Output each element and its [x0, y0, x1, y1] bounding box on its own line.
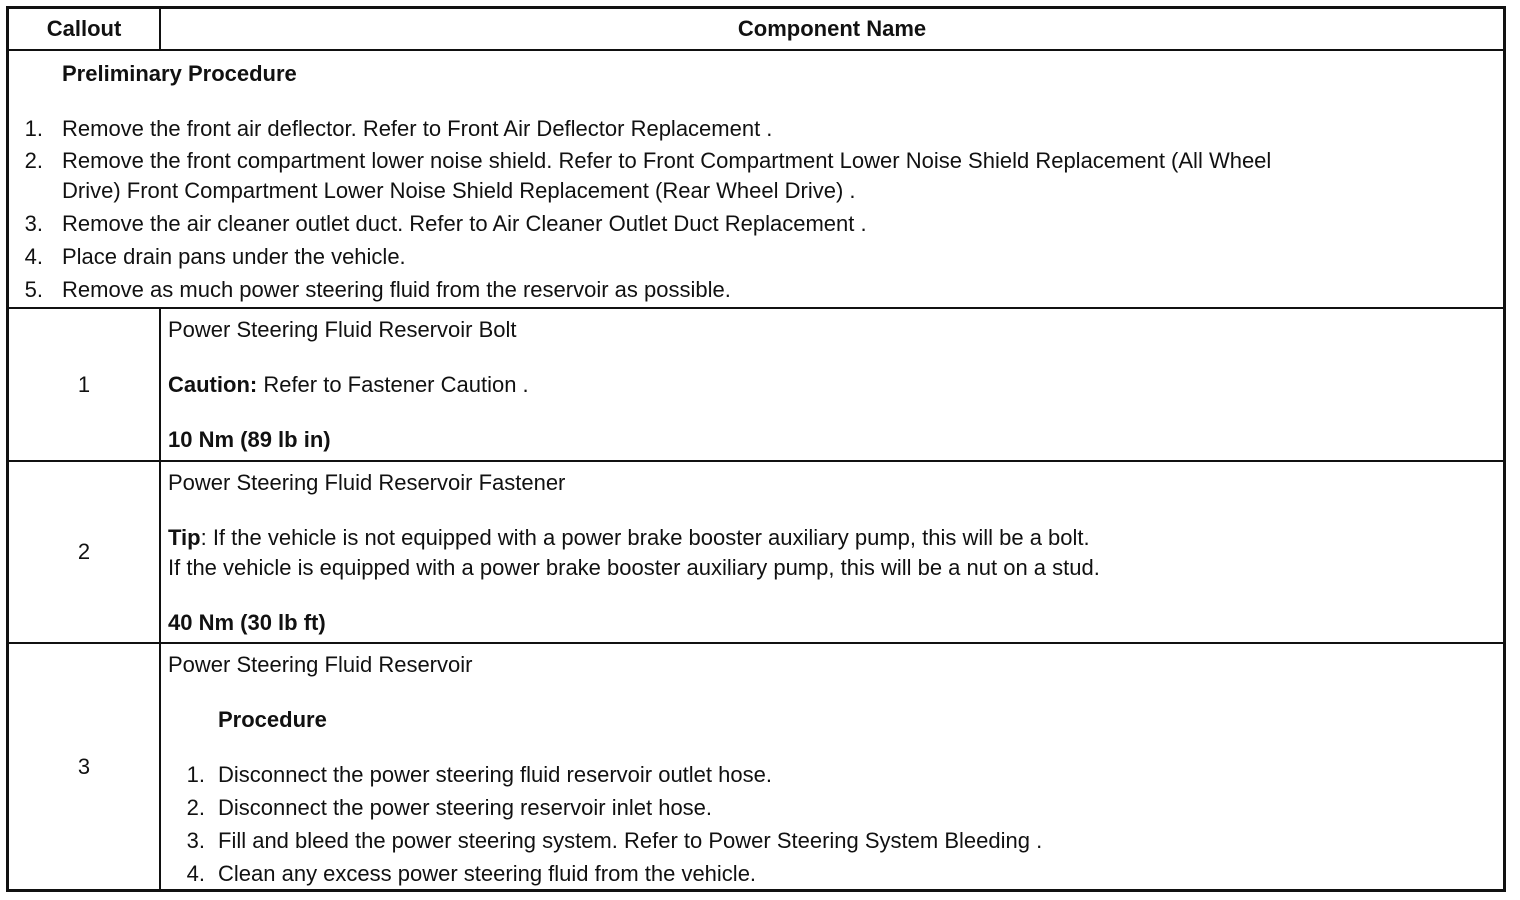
caution-label: Caution: — [168, 372, 258, 397]
procedure-step-number: 1. — [186, 762, 205, 787]
prelim-step-text: Remove as much power steering fluid from the reservoir as possible. — [62, 277, 731, 302]
table-row — [9, 462, 1503, 644]
component-name: Power Steering Fluid Reservoir Fastener — [168, 470, 566, 495]
component-name: Power Steering Fluid Reservoir — [168, 652, 473, 677]
table-header-row — [9, 9, 1503, 51]
prelim-step-text-continued: Drive) Front Compartment Lower Noise Shield Replacement (Rear Wheel Drive) . — [62, 178, 856, 203]
torque-spec: 40 Nm (30 lb ft) — [168, 610, 326, 635]
procedure-step-number: 4. — [186, 861, 205, 886]
prelim-step-text: Place drain pans under the vehicle. — [62, 244, 406, 269]
procedure-step-number: 3. — [186, 828, 205, 853]
callout-number: 1 — [9, 309, 161, 460]
table-row — [9, 644, 1503, 889]
component-name-column-header: Component Name — [737, 16, 927, 41]
procedure-title: Procedure — [218, 707, 327, 732]
component-cell — [161, 462, 1503, 642]
prelim-step-number: 4. — [24, 244, 43, 269]
component-cell — [161, 309, 1503, 460]
prelim-step-number: 2. — [24, 148, 43, 173]
tip-note — [168, 525, 1090, 551]
caution-text: Refer to Fastener Caution . — [257, 372, 529, 397]
callout-number: 2 — [9, 462, 161, 642]
callout-number: 3 — [9, 644, 161, 889]
prelim-step-text: Remove the air cleaner outlet duct. Refer to Air Cleaner Outlet Duct Replacement . — [62, 211, 867, 236]
component-name: Power Steering Fluid Reservoir Bolt — [168, 317, 517, 342]
procedure-step-text: Disconnect the power steering fluid reservoir outlet hose. — [218, 762, 772, 787]
callout-column-header: Callout — [9, 9, 161, 49]
tip-text-continued: If the vehicle is equipped with a power brake booster auxiliary pump, this will be a nut on a stud. — [168, 555, 1100, 580]
tip-label: Tip — [168, 525, 201, 550]
procedure-step-number: 2. — [186, 795, 205, 820]
prelim-step-number: 3. — [24, 211, 43, 236]
procedure-step-text: Disconnect the power steering reservoir inlet hose. — [218, 795, 713, 820]
caution-note — [168, 372, 529, 398]
prelim-step-text: Remove the front compartment lower noise shield. Refer to Front Compartment Lower Noise Shield Replacement (All Wheel — [62, 148, 1272, 173]
prelim-step-number: 1. — [24, 116, 43, 141]
tip-text: : If the vehicle is not equipped with a power brake booster auxiliary pump, this will be a bolt. — [200, 525, 1090, 550]
component-cell — [161, 644, 1503, 889]
table-row — [9, 309, 1503, 462]
prelim-step-text: Remove the front air deflector. Refer to Front Air Deflector Replacement . — [62, 116, 773, 141]
preliminary-procedure-title: Preliminary Procedure — [62, 61, 297, 86]
preliminary-procedure-row — [9, 51, 1503, 309]
torque-spec: 10 Nm (89 lb in) — [168, 427, 331, 452]
component-table — [6, 6, 1506, 892]
procedure-step-text: Fill and bleed the power steering system. Refer to Power Steering System Bleeding . — [218, 828, 1043, 853]
procedure-step-text: Clean any excess power steering fluid from the vehicle. — [218, 861, 757, 886]
prelim-step-number: 5. — [24, 277, 43, 302]
